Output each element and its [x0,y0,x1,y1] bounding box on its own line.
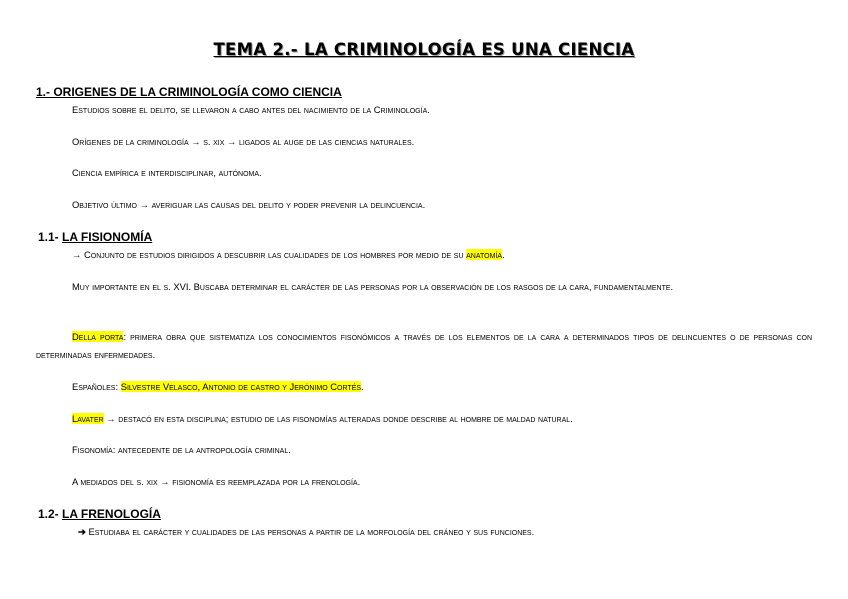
paragraph: Ciencia empírica e interdisciplinar, autónoma. [72,167,262,178]
right-arrow-icon: → [72,249,82,260]
paragraph: ➔ Estudiaba el carácter y cualidades de las personas a partir de la morfología del cráneo y sus funciones. [78,526,535,537]
paragraph: Españoles: Silvestre Velasco, Antonio de castro y Jerónimo Cortés. [72,381,364,392]
paragraph: Fisonomía: antecedente de la antropología criminal. [72,444,291,455]
highlight: Lavater [72,413,104,424]
right-arrow-icon: → [226,136,237,147]
bold-right-arrow-icon: ➔ [78,526,86,537]
paragraph: Lavater → destacó en esta disciplina; estudio de las fisonomías alteradas donde describe al hombre de maldad natural. [72,413,573,424]
page-title: TEMA 2.- LA CRIMINOLOGÍA ES UNA CIENCIA [213,40,635,59]
paragraph: Objetivo último → averiguar las causas del delito y poder prevenir la delincuencia. [72,199,426,210]
right-arrow-icon: → [191,136,201,147]
highlight: Silvestre Velasco, Antonio de castro y Jerónimo Cortés [120,381,362,392]
paragraph: A mediados del s. xix → fisionomía es reemplazada por la frenología. [72,476,361,487]
right-arrow-icon: → [106,413,116,424]
section-1-1-heading: 1.1- LA FISIONOMÍA [38,230,153,244]
right-arrow-icon: → [160,476,170,487]
paragraph: Estudios sobre el delito, se llevaron a cabo antes del nacimiento de la Criminología. [72,104,430,115]
paragraph: Della porta: primera obra que sistematiza los conocimientos fisonómicos a través de los elementos de la cara a determinados tipos de delincuentes o de personas con determinadas enfermedades. [36,331,813,360]
highlight: Della porta [72,331,124,342]
paragraph: → Conjunto de estudios dirigidos a descubrir las cualidades de los hombres por medio de su anatomía. [72,249,505,260]
right-arrow-icon: → [139,199,149,210]
highlight: anatomía [466,249,503,260]
section-1-heading: 1.- ORIGENES DE LA CRIMINOLOGÍA COMO CIENCIA [36,85,342,99]
paragraph: Orígenes de la criminología → s. xix → ligados al auge de las ciencias naturales. [72,136,415,147]
section-1-2-heading: 1.2- LA FRENOLOGÍA [38,507,161,521]
paragraph: Muy importante en el s. XVI. Buscaba determinar el carácter de las personas por la observación de los rasgos de la cara, fundamentalmente. [72,281,674,292]
